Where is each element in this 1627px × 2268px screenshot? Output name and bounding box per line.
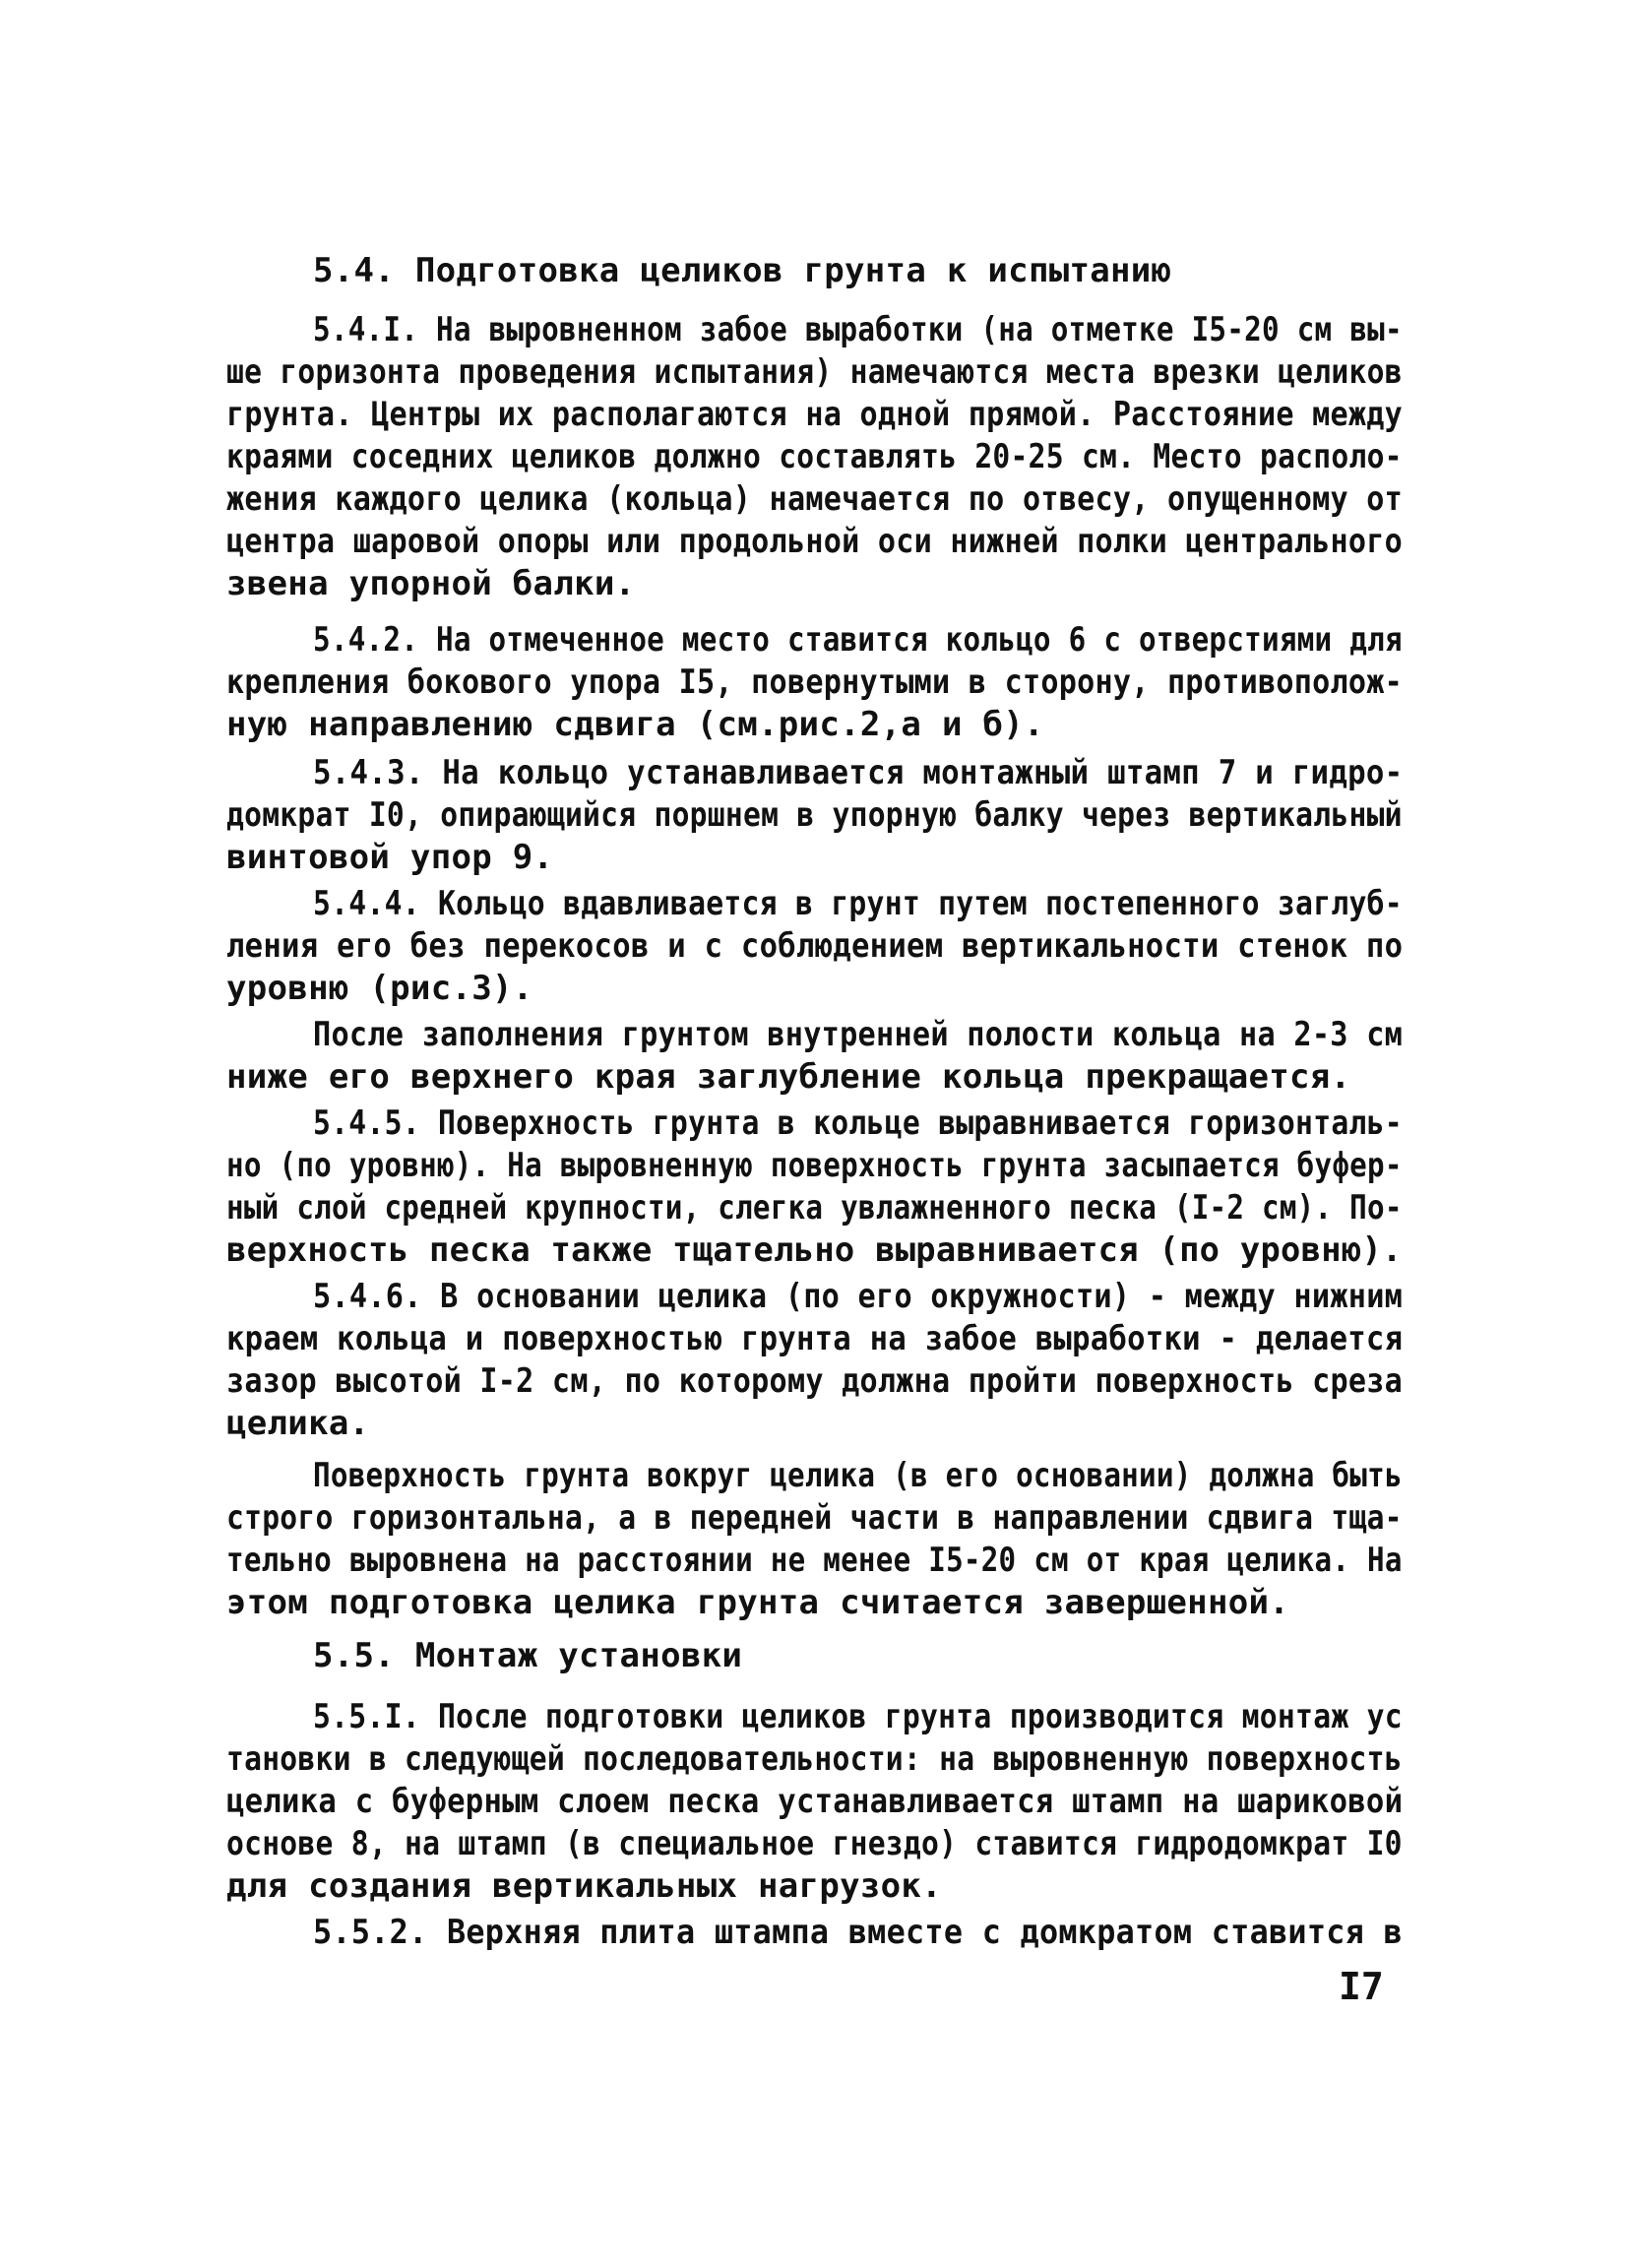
section-heading-5-4: 5.4. Подготовка целиков грунта к испытанию bbox=[313, 251, 1172, 290]
paragraph-line: этом подготовка целика грунта считается завершенной. bbox=[226, 1583, 1290, 1622]
paragraph-line: 5.4.4. Кольцо вдавливается в грунт путем постепенного заглуб- bbox=[313, 884, 1403, 923]
paragraph-line: домкрат I0, опирающийся поршнем в упорную балку через вертикальный bbox=[226, 795, 1403, 835]
paragraph-line: для создания вертикальных нагрузок. bbox=[226, 1866, 942, 1906]
paragraph-line: звена упорной балки. bbox=[226, 564, 636, 603]
paragraph-line: зазор высотой I-2 см, по которому должна пройти поверхность среза bbox=[226, 1361, 1404, 1401]
paragraph-line: крепления бокового упора I5, повернутыми в сторону, противополож- bbox=[226, 662, 1404, 702]
paragraph-line: ления его без перекосов и с соблюдением вертикальности стенок по bbox=[226, 926, 1404, 966]
paragraph-line: основе 8, на штамп (в специальное гнездо) ставится гидродомкрат I0 bbox=[226, 1824, 1403, 1863]
paragraph-line: уровню (рис.3). bbox=[226, 969, 533, 1008]
paragraph-line: краем кольца и поверхностью грунта на забое выработки - делается bbox=[226, 1319, 1404, 1358]
paragraph-line: 5.4.I. На выровненном забое выработки (на отметке I5-20 см вы- bbox=[313, 310, 1403, 349]
paragraph-line: грунта. Центры их располагаются на одной прямой. Расстояние между bbox=[226, 395, 1404, 434]
paragraph-line: 5.4.2. На отмеченное место ставится кольцо 6 с отверстиями для bbox=[313, 620, 1403, 660]
paragraph-line: 5.4.5. Поверхность грунта в кольце выравнивается горизонталь- bbox=[313, 1103, 1403, 1143]
paragraph-line: краями соседних целиков должно составлять 20-25 см. Место располо- bbox=[226, 437, 1403, 476]
section-heading-5-5: 5.5. Монтаж установки bbox=[313, 1636, 743, 1675]
paragraph-line: строго горизонтальна, а в передней части в направлении сдвига тща- bbox=[226, 1498, 1403, 1538]
paragraph-line: Поверхность грунта вокруг целика (в его основании) должна быть bbox=[313, 1456, 1403, 1495]
paragraph-line: ниже его верхнего края заглубление кольца прекращается. bbox=[226, 1057, 1351, 1097]
paragraph-line: ный слой средней крупности, слегка увлажненного песка (I-2 см). По- bbox=[226, 1188, 1403, 1228]
page-number: I7 bbox=[1339, 1965, 1384, 2008]
paragraph-line: верхность песка также тщательно выравнивается (по уровню). bbox=[226, 1230, 1403, 1270]
paragraph-line: но (по уровню). На выровненную поверхность грунта засыпается буфер- bbox=[226, 1146, 1403, 1185]
paragraph-line: 5.4.6. В основании целика (по его окружности) - между нижним bbox=[313, 1277, 1404, 1316]
paragraph-line: винтовой упор 9. bbox=[226, 838, 554, 877]
paragraph-line: центра шаровой опоры или продольной оси нижней полки центрального bbox=[226, 522, 1404, 561]
paragraph-line: 5.5.2. Верхняя плита штампа вместе с домкратом ставится в bbox=[313, 1913, 1403, 1952]
paragraph-line: ную направлению сдвига (см.рис.2,а и б). bbox=[226, 705, 1044, 744]
paragraph-line: После заполнения грунтом внутренней полости кольца на 2-3 см bbox=[313, 1015, 1404, 1054]
paragraph-line: 5.5.I. После подготовки целиков грунта производится монтаж ус bbox=[313, 1697, 1403, 1736]
paragraph-line: ше горизонта проведения испытания) намечаются места врезки целиков bbox=[226, 352, 1403, 392]
paragraph-line: тановки в следующей последовательности: на выровненную поверхность bbox=[226, 1739, 1403, 1779]
paragraph-line: целика с буферным слоем песка устанавливается штамп на шариковой bbox=[226, 1782, 1404, 1821]
paragraph-line: 5.4.3. На кольцо устанавливается монтажный штамп 7 и гидро- bbox=[313, 753, 1404, 792]
paragraph-line: жения каждого целика (кольца) намечается по отвесу, опущенному от bbox=[226, 479, 1404, 519]
paragraph-line: тельно выровнена на расстоянии не менее I5-20 см от края целика. На bbox=[226, 1541, 1403, 1580]
paragraph-line: целика. bbox=[226, 1404, 370, 1443]
